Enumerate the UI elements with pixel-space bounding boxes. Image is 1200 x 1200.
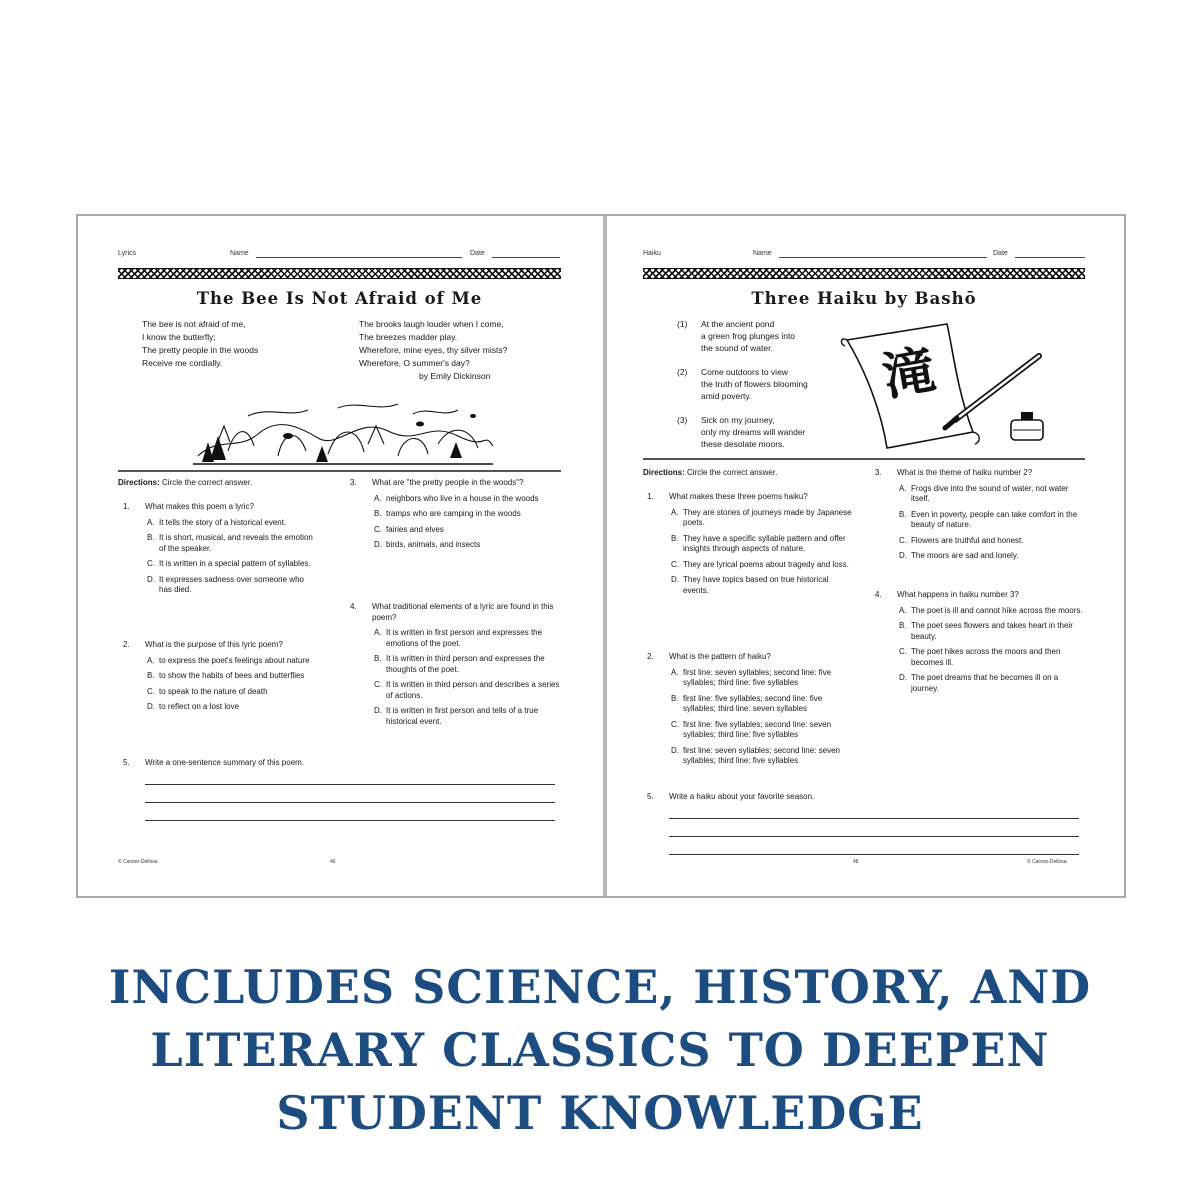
name-label: Name <box>753 250 772 257</box>
option-letter: A. <box>147 655 155 665</box>
option-text: first line: seven syllables; second line: five syllables; third line: five syllables <box>683 667 832 687</box>
answer-line <box>145 784 555 785</box>
directions-label: Directions: <box>118 478 160 487</box>
option-text: It is written in third person and describes a series of actions. <box>386 680 560 700</box>
directions <box>118 478 252 487</box>
option-text: The poet dreams that he becomes ill on a journey. <box>911 673 1059 693</box>
poem-line: The breezes madder play. <box>359 332 458 342</box>
option-text: The moors are sad and lonely. <box>911 551 1019 560</box>
poem-line: The pretty people in the woods <box>142 345 259 355</box>
option-letter: A. <box>899 605 907 615</box>
date-line <box>492 257 560 258</box>
option-letter: D. <box>374 706 382 715</box>
option-letter: A. <box>374 493 382 503</box>
section-divider <box>118 470 561 472</box>
name-line <box>256 257 462 258</box>
section-divider <box>643 458 1085 460</box>
option-text: to speak to the nature of death <box>159 686 268 696</box>
haiku-number: (2) <box>677 367 688 377</box>
right-page <box>607 216 1126 896</box>
option-text: The poet sees flowers and takes heart in their beauty. <box>911 621 1073 641</box>
option-text: They are stories of journeys made by Japanese poets. <box>683 507 852 527</box>
calligraphy-character: 滝 <box>878 339 940 409</box>
haiku-line: amid poverty. <box>701 391 752 401</box>
question-number: 2. <box>647 652 654 661</box>
option-letter: C. <box>899 535 907 545</box>
question-2 <box>123 640 318 713</box>
poem-line: Wherefore, mine eyes, thy silver mists? <box>359 345 508 355</box>
answer-line <box>669 836 1079 837</box>
directions <box>643 468 777 477</box>
question-number: 1. <box>123 502 130 511</box>
option-text: first line: five syllables; second line: seven syllables; third line: five syllables <box>683 719 832 739</box>
option-text: birds, animals, and insects <box>386 540 481 549</box>
haiku-line: the sound of water. <box>701 343 773 353</box>
option-text: to show the habits of bees and butterflies <box>159 671 305 680</box>
option-text: It is written in first person and tells of a true historical event. <box>386 706 539 726</box>
directions-text: Circle the correct answer. <box>687 468 778 477</box>
poem-stanza-1 <box>142 318 258 370</box>
decorative-border <box>118 268 561 279</box>
haiku-1 <box>677 318 795 354</box>
directions-label: Directions: <box>643 468 685 477</box>
page-number: 48 <box>853 859 859 865</box>
page-number: 46 <box>330 859 336 865</box>
question-number: 3. <box>350 478 357 487</box>
option-letter: A. <box>899 483 907 493</box>
section-label: Haiku <box>643 250 661 257</box>
answer-line <box>669 854 1079 855</box>
name-line <box>779 257 987 258</box>
poem-line: The brooks laugh louder when I come, <box>359 319 504 329</box>
question-2 <box>647 652 852 767</box>
book-spread <box>76 214 1126 898</box>
option-text: It is written in first person and expresses the emotions of the poet. <box>386 628 543 648</box>
option-text: fairies and elves <box>386 524 444 534</box>
question-number: 4. <box>875 590 882 599</box>
option-text: They have a specific syllable pattern and offer insights through aspects of nature. <box>683 533 846 553</box>
meadow-illustration <box>188 396 498 468</box>
directions-text: Circle the correct answer. <box>162 478 253 487</box>
date-label: Date <box>993 250 1008 257</box>
option-text: to reflect on a lost love <box>159 702 240 711</box>
question-text: Write a haiku about your favorite season. <box>669 792 815 801</box>
option-text: tramps who are camping in the woods <box>386 509 521 518</box>
question-3 <box>875 468 1087 562</box>
answer-line <box>145 802 555 803</box>
question-text: What makes this poem a lyric? <box>145 502 254 511</box>
option-letter: C. <box>147 559 155 568</box>
poem-line: I know the butterfly; <box>142 332 216 342</box>
option-letter: A. <box>671 507 679 517</box>
question-5 <box>647 792 1077 803</box>
question-1 <box>123 502 318 596</box>
tagline-line-2: LITERARY CLASSICS TO DEEPEN <box>150 1023 1050 1077</box>
option-letter: C. <box>899 647 907 656</box>
haiku-line: At the ancient pond <box>701 319 775 329</box>
option-letter: D. <box>899 673 907 682</box>
option-letter: B. <box>374 654 382 663</box>
haiku-line: Sick on my journey, <box>701 415 775 425</box>
option-text: Flowers are truthful and honest. <box>911 535 1024 545</box>
tagline-line-1: INCLUDES SCIENCE, HISTORY, AND <box>108 960 1092 1014</box>
haiku-3 <box>677 414 805 450</box>
option-text: It expresses sadness over someone who has died. <box>159 574 304 594</box>
question-number: 3. <box>875 468 882 477</box>
question-text: What traditional elements of a lyric are found in this poem? <box>372 602 554 622</box>
option-text: They are lyrical poems about tragedy and loss. <box>683 559 849 569</box>
date-line <box>1015 257 1085 258</box>
option-letter: A. <box>147 517 155 527</box>
question-number: 2. <box>123 640 130 649</box>
question-number: 5. <box>123 758 130 767</box>
option-text: Frogs dive into the sound of water, not water itself. <box>911 483 1069 503</box>
haiku-line: Come outdoors to view <box>701 367 788 377</box>
option-letter: B. <box>374 509 382 518</box>
copyright: © Carson-Dellosa <box>1027 859 1067 865</box>
option-text: neighbors who live in a house in the woods <box>386 493 539 503</box>
haiku-line: these desolate moors. <box>701 439 785 449</box>
option-text: Even in poverty, people can take comfort in the beauty of nature. <box>911 509 1078 529</box>
option-letter: D. <box>671 575 679 584</box>
option-text: first line: seven syllables; second line: seven syllables; third line: five syllables <box>683 745 840 765</box>
question-text: Write a one-sentence summary of this poem. <box>145 758 305 767</box>
option-letter: D. <box>147 702 155 711</box>
haiku-number: (1) <box>677 319 688 329</box>
option-letter: C. <box>374 680 382 689</box>
option-text: The poet hikes across the moors and then becomes ill. <box>911 647 1061 667</box>
haiku-line: a green frog plunges into <box>701 331 796 341</box>
option-letter: B. <box>899 509 907 519</box>
option-letter: C. <box>671 559 679 569</box>
question-text: What is the purpose of this lyric poem? <box>145 640 283 649</box>
section-label: Lyrics <box>118 250 137 257</box>
question-4 <box>875 590 1087 694</box>
question-4 <box>350 602 560 727</box>
option-text: It is short, musical, and reveals the emotion of the speaker. <box>159 533 313 553</box>
option-text: The poet is ill and cannot hike across the moors. <box>911 605 1083 615</box>
haiku-number: (3) <box>677 415 688 425</box>
option-letter: D. <box>374 540 382 549</box>
option-letter: B. <box>147 671 155 680</box>
question-5 <box>123 758 553 769</box>
tagline-line-3: STUDENT KNOWLEDGE <box>276 1086 924 1140</box>
option-letter: C. <box>147 686 155 696</box>
copyright: © Carson-Dellosa <box>118 859 158 865</box>
option-letter: D. <box>671 745 679 755</box>
option-letter: A. <box>374 628 382 637</box>
question-number: 4. <box>350 602 357 611</box>
option-text: It tells the story of a historical event. <box>159 517 287 527</box>
poem-title: Three Haiku by Bashō <box>751 289 977 308</box>
haiku-line: only my dreams will wander <box>701 427 806 437</box>
question-text: What are "the pretty people in the woods"? <box>372 478 524 487</box>
question-3 <box>350 478 560 551</box>
poem-line: The bee is not afraid of me, <box>142 319 246 329</box>
option-text: to express the poet's feelings about nature <box>159 655 310 665</box>
option-letter: B. <box>147 533 155 542</box>
question-1 <box>647 492 852 596</box>
poem-stanza-2 <box>359 318 507 383</box>
question-number: 1. <box>647 492 654 501</box>
option-letter: B. <box>671 533 679 543</box>
question-text: What happens in haiku number 3? <box>897 590 1019 599</box>
option-letter: B. <box>671 693 679 703</box>
option-text: It is written in a special pattern of syllables. <box>159 559 311 568</box>
poem-author: by Emily Dickinson <box>419 371 491 381</box>
poem-line: Wherefore, O summer's day? <box>359 358 470 368</box>
question-number: 5. <box>647 792 654 801</box>
option-text: first line: five syllables; second line: five syllables; third line: seven syllables <box>683 693 823 713</box>
option-letter: B. <box>899 621 907 630</box>
name-label: Name <box>230 250 249 257</box>
haiku-2 <box>677 366 808 402</box>
decorative-border <box>643 268 1085 279</box>
option-text: It is written in third person and expresses the thoughts of the poet. <box>386 654 545 674</box>
option-letter: D. <box>899 551 907 560</box>
option-letter: D. <box>147 574 155 584</box>
option-text: They have topics based on true historical events. <box>683 575 829 595</box>
option-letter: C. <box>671 719 679 729</box>
answer-line <box>145 820 555 821</box>
poem-line: Receive me cordially. <box>142 358 223 368</box>
question-text: What is the pattern of haiku? <box>669 652 771 661</box>
calligraphy-illustration <box>835 320 1065 450</box>
option-letter: C. <box>374 524 382 534</box>
answer-line <box>669 818 1079 819</box>
option-letter: A. <box>671 667 679 677</box>
question-text: What makes these three poems haiku? <box>669 492 808 501</box>
question-text: What is the theme of haiku number 2? <box>897 468 1033 477</box>
date-label: Date <box>470 250 485 257</box>
left-page <box>78 216 601 896</box>
poem-title: The Bee Is Not Afraid of Me <box>196 289 483 308</box>
haiku-line: the truth of flowers blooming <box>701 379 808 389</box>
